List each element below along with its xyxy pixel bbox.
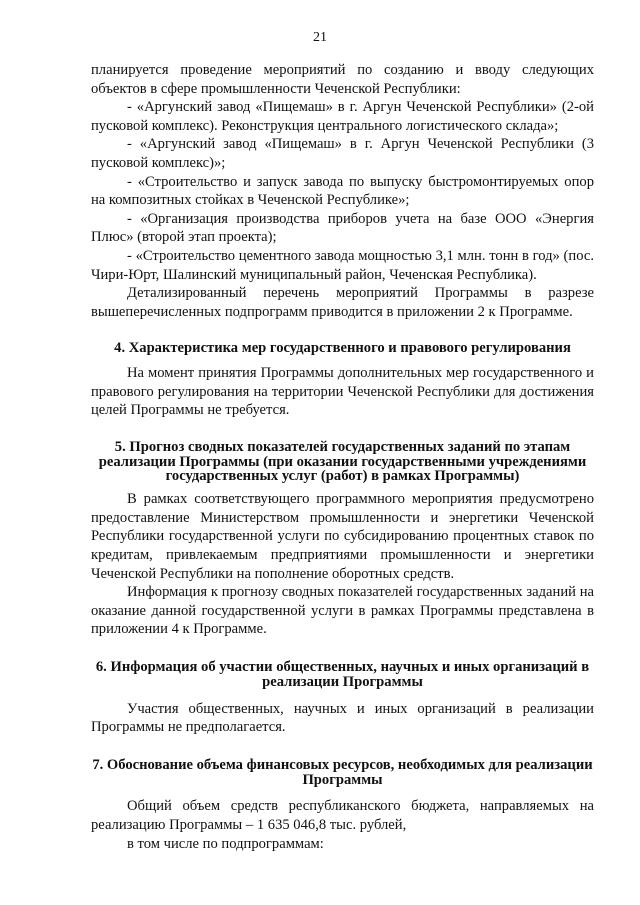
page-body bbox=[91, 61, 594, 853]
section-paragraph: На момент принятия Программы дополнительных мер государственного и правового регулирования на территории Чеченской Республики для достижения целей Программы не требуется. bbox=[91, 365, 594, 419]
list-item: - «Строительство цементного завода мощностью 3,1 млн. тонн в год» (пос. Чири-Юрт, Шалинский муниципальный район, Чеченская Республика). bbox=[91, 247, 594, 283]
section-heading: 6. Информация об участии общественных, научных и иных организаций в реализации Программы bbox=[95, 659, 590, 690]
intro-closing: Детализированный перечень мероприятий Программы в разрезе вышеперечисленных подпрограмм приводится в приложении 2 к Программе. bbox=[91, 285, 594, 320]
list-item: - «Организация производства приборов учета на базе ООО «Энергия Плюс» (второй этап проекта); bbox=[91, 210, 594, 246]
section-paragraph: В рамках соответствующего программного мероприятия предусмотрено предоставление Министерством промышленности и энергетики Чеченской Республики государственной услуги по субсидированию процентных ставок по кредитам, привлекаемым предприятиями промышленности и энергетики Чеченской Республики на пополнение оборотных средств. bbox=[91, 491, 594, 582]
section-heading: 4. Характеристика мер государственного и правового регулирования bbox=[114, 340, 571, 357]
list-item: - «Строительство и запуск завода по выпуску быстромонтируемых опор на композитных стойках в Чеченской Республике»; bbox=[91, 173, 594, 209]
section-paragraph: в том числе по подпрограммам: bbox=[127, 835, 324, 852]
list-item: - «Аргунский завод «Пищемаш» в г. Аргун Чеченской Республики (3 пусковой комплекс)»; bbox=[91, 136, 594, 171]
section-paragraph: Общий объем средств республиканского бюджета, направляемых на реализацию Программы – 1 635 046,8 тыс. рублей, bbox=[91, 798, 594, 833]
section-heading: 7. Обоснование объема финансовых ресурсов, необходимых для реализации Программы bbox=[92, 756, 593, 788]
list-item: - «Аргунский завод «Пищемаш» в г. Аргун Чеченской Республики» (2-ой пусковой комплекс). Реконструкция центрального логистического склада»; bbox=[91, 99, 594, 134]
section-heading: 5. Прогноз сводных показателей государственных заданий по этапам реализации Программы (при оказании государственными учреждениями государственных услуг (работ) в рамках Программы) bbox=[98, 438, 587, 485]
intro-lead: планируется проведение мероприятий по созданию и вводу следующих объектов в сфере промышленности Чеченской Республики: bbox=[91, 62, 594, 97]
page-number: 21 bbox=[313, 30, 327, 45]
section-paragraph: Участия общественных, научных и иных организаций в реализации Программы не предполагается. bbox=[91, 700, 594, 736]
section-paragraph: Информация к прогнозу сводных показателей государственных заданий на оказание данной государственной услуги в рамках Программы представлена в приложении 4 к Программе. bbox=[91, 584, 594, 638]
